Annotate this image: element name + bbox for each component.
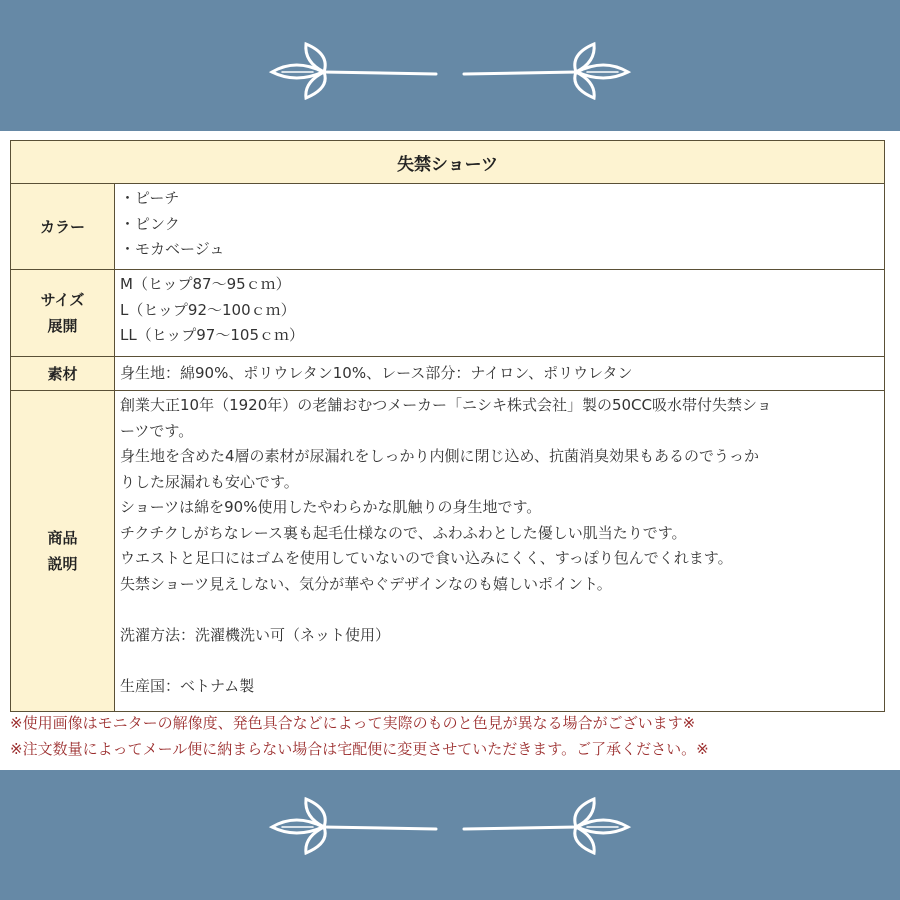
leaf-branch-left-icon [268,795,440,855]
leaf-branch-right-icon [460,795,632,855]
washing-method: 洗濯方法：洗濯機洗い可（ネット使用） [120,625,391,644]
description-line: ショーツは綿を90%使用したやわらかな肌触りの身生地です。 [120,498,542,516]
description-text [115,391,885,712]
leaf-branch-right-icon [460,40,632,100]
color-values [115,184,885,270]
table-title-row [11,141,885,184]
size-option: M（ヒップ87～95ｃｍ） [120,275,291,293]
table-row-size [11,270,885,357]
spacer [120,597,878,623]
product-spec-table [10,140,885,712]
bottom-decorative-band [0,770,900,900]
description-line: ーツです。 [120,421,194,440]
table-row-color [11,184,885,270]
material-label: 素材 [11,357,115,391]
leaf-branch-left-icon [268,40,440,100]
color-option: ・モカベージュ [120,240,225,258]
color-label: カラー [11,184,115,270]
description-label-line2: 説明 [47,555,78,573]
description-line: りした尿漏れも安心です。 [120,472,299,491]
size-label-line1: サイズ [40,291,85,309]
material-value: 身生地：綿90%、ポリウレタン10%、レース部分：ナイロン、ポリウレタン [115,357,885,391]
size-label [11,270,115,357]
table-row-description [11,391,885,712]
size-values [115,270,885,357]
note-shipping-disclaimer: ※注文数量によってメール便に納まらない場合は宅配便に変更させていただきます。ご了承ください。※ [10,740,709,758]
description-line: ウエストと足口にはゴムを使用していないので食い込みにくく、すっぽり包んでくれます。 [120,549,733,567]
size-option: L（ヒップ92～100ｃｍ） [120,300,296,319]
table-row-material [11,357,885,391]
note-color-disclaimer: ※使用画像はモニターの解像度、発色具合などによって実際のものと色見が異なる場合がございます※ [10,714,696,732]
spacer [120,648,878,674]
description-line: 創業大正10年（1920年）の老舗おむつメーカー「ニシキ株式会社」製の50CC吸水帯付失禁ショ [120,396,772,414]
color-option: ・ピーチ [120,189,180,207]
color-option: ・ピンク [120,214,180,233]
country-of-origin: 生産国：ベトナム製 [120,676,255,695]
description-label [11,391,115,712]
disclaimer-notes [10,710,709,762]
description-line: 失禁ショーツ見えしない、気分が華やぐデザインなのも嬉しいポイント。 [120,574,612,593]
top-decorative-band [0,0,900,131]
size-option: LL（ヒップ97～105ｃｍ） [120,326,304,344]
description-line: チクチクしがちなレース裏も起毛仕様なので、ふわふわとした優しい肌当たりです。 [120,523,687,542]
description-line: 身生地を含めた4層の素材が尿漏れをしっかり内側に閉じ込め、抗菌消臭効果もあるのでうっか [120,447,759,465]
description-label-line1: 商品 [47,529,78,547]
size-label-line2: 展開 [47,317,78,335]
table-title: 失禁ショーツ [11,141,885,184]
